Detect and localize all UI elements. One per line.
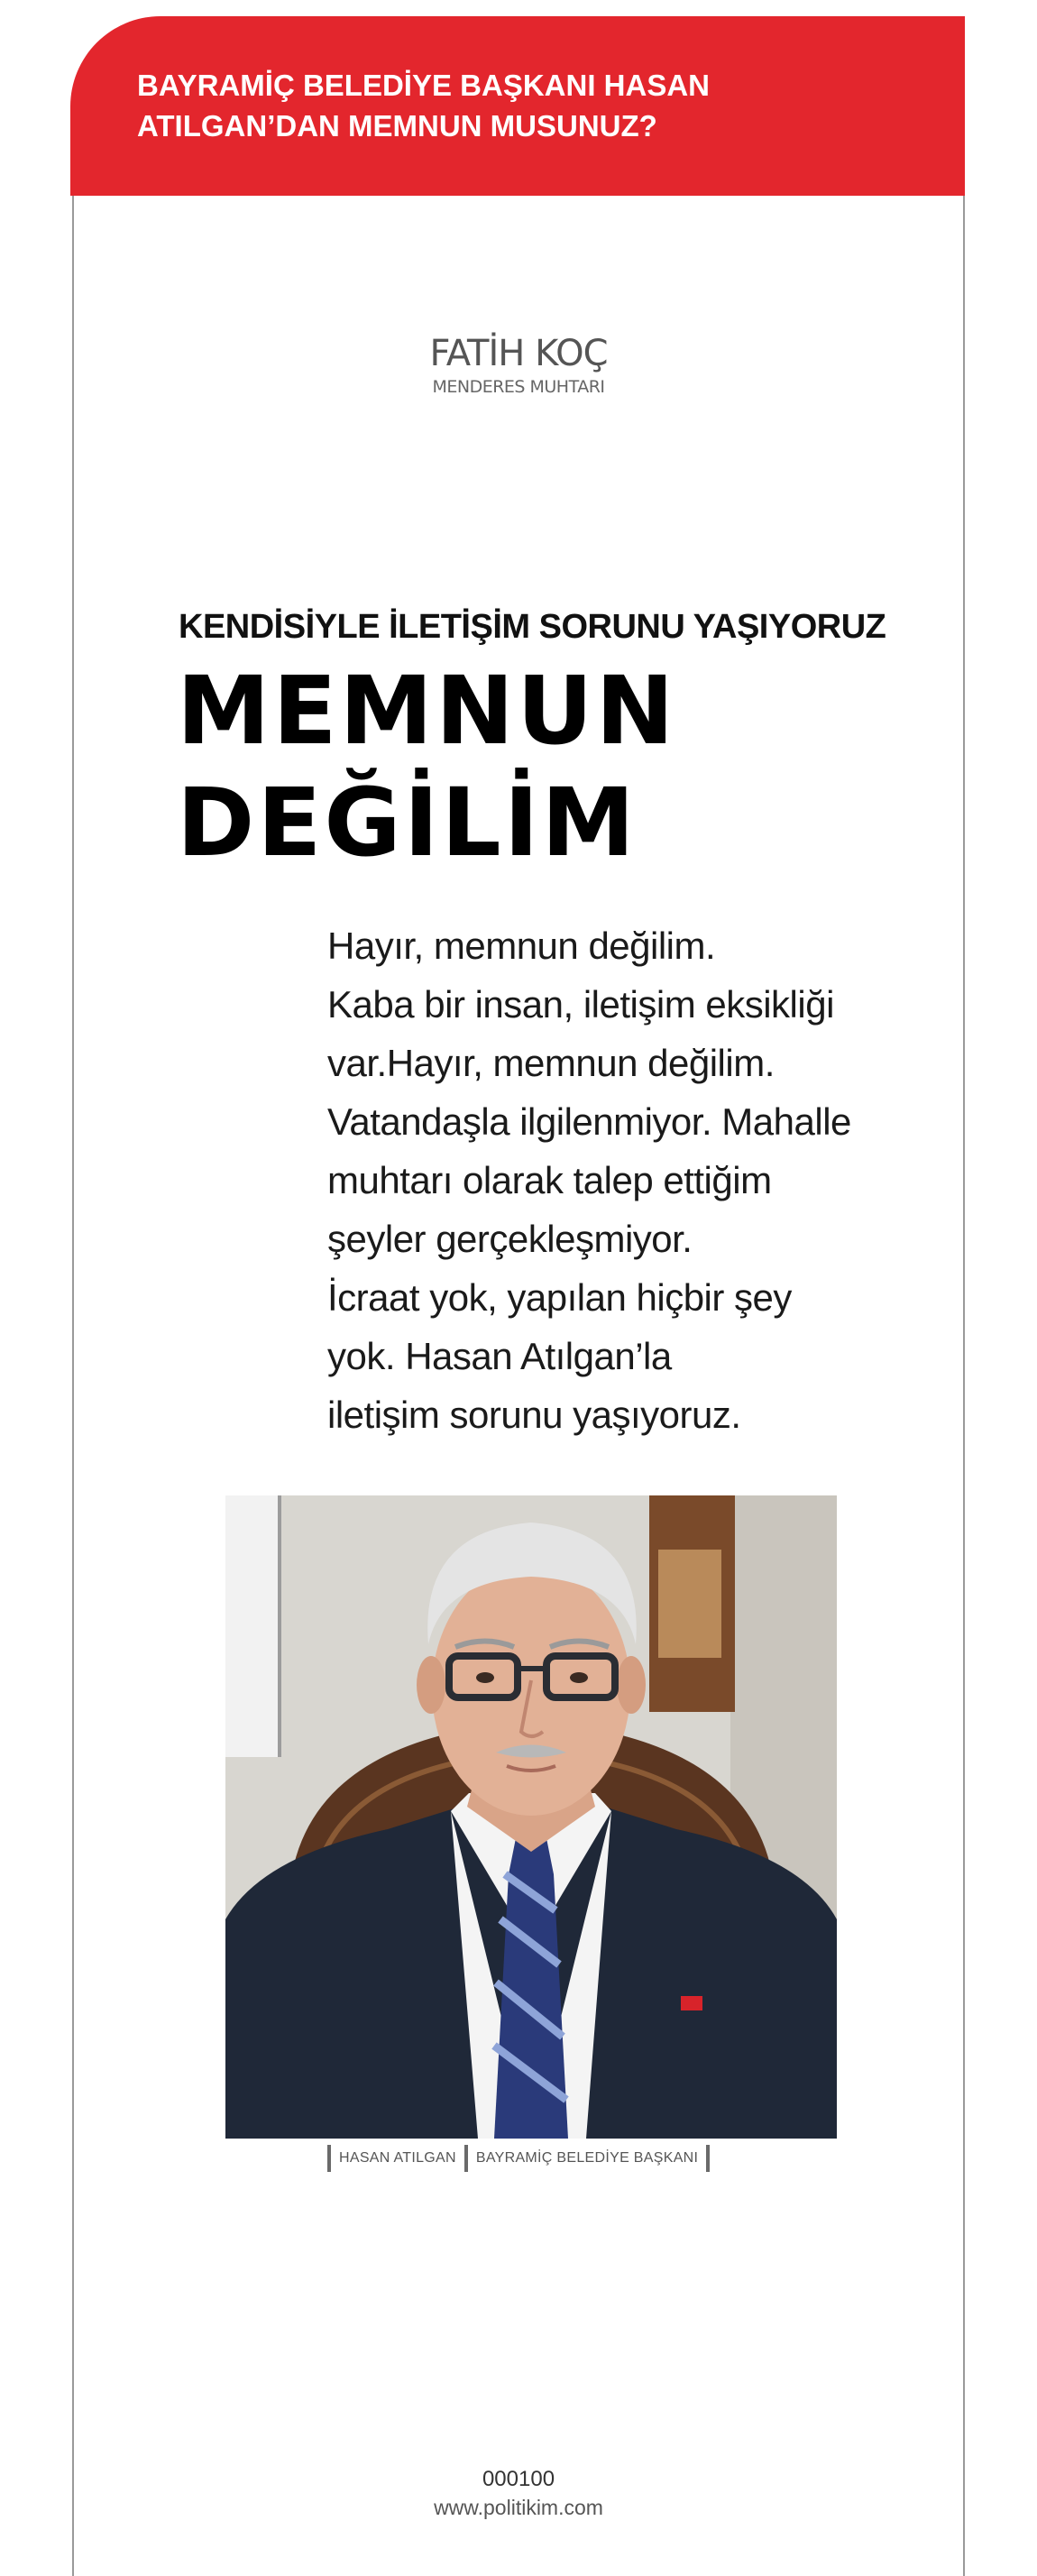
header-title-line1: BAYRAMİÇ BELEDİYE BAŞKANI HASAN <box>137 69 711 102</box>
caption-title: BAYRAMİÇ BELEDİYE BAŞKANI <box>475 2150 699 2166</box>
article-kicker: KENDİSİYLE İLETİŞİM SORUNU YAŞIYORUZ <box>179 608 886 646</box>
caption-name: HASAN ATILGAN <box>339 2150 456 2166</box>
quote-line: yok. Hasan Atılgan’la <box>327 1335 672 1377</box>
byline <box>316 332 721 397</box>
quote-block <box>327 916 886 1444</box>
byline-role: MENDERES MUHTARI <box>432 377 605 397</box>
caption-divider <box>706 2145 710 2172</box>
headline-line1: MEMNUN <box>177 656 677 766</box>
portrait-illustration <box>225 1495 837 2139</box>
header-banner <box>70 16 965 196</box>
quote-line: şeyler gerçekleşmiyor. <box>327 1218 693 1260</box>
quote-line: İcraat yok, yapılan hiçbir şey <box>327 1276 792 1319</box>
quote-line: Hayır, memnun değilim. <box>327 925 716 967</box>
footer <box>338 2466 699 2522</box>
footer-url: www.politikim.com <box>434 2496 603 2519</box>
byline-name: FATİH KOÇ <box>429 333 608 374</box>
quote-line: var.Hayır, memnun değilim. <box>327 1042 775 1084</box>
quote-line: muhtarı olarak talep ettiğim <box>327 1159 772 1201</box>
frame-right-border <box>963 196 965 2576</box>
frame-left-border <box>72 196 74 2576</box>
footer-code: 000100 <box>482 2467 555 2491</box>
photo-caption <box>327 2144 710 2173</box>
article-headline <box>177 655 898 879</box>
quote-line: Kaba bir insan, iletişim eksikliği <box>327 983 834 1026</box>
quote-line: iletişim sorunu yaşıyoruz. <box>327 1394 741 1436</box>
quote-line: Vatandaşla ilgilenmiyor. Mahalle <box>327 1100 851 1143</box>
header-title-line2: ATILGAN’DAN MEMNUN MUSUNUZ? <box>137 109 657 143</box>
portrait-photo <box>225 1495 837 2139</box>
headline-line2: DEĞİLİM <box>177 768 638 878</box>
header-title <box>137 65 822 146</box>
